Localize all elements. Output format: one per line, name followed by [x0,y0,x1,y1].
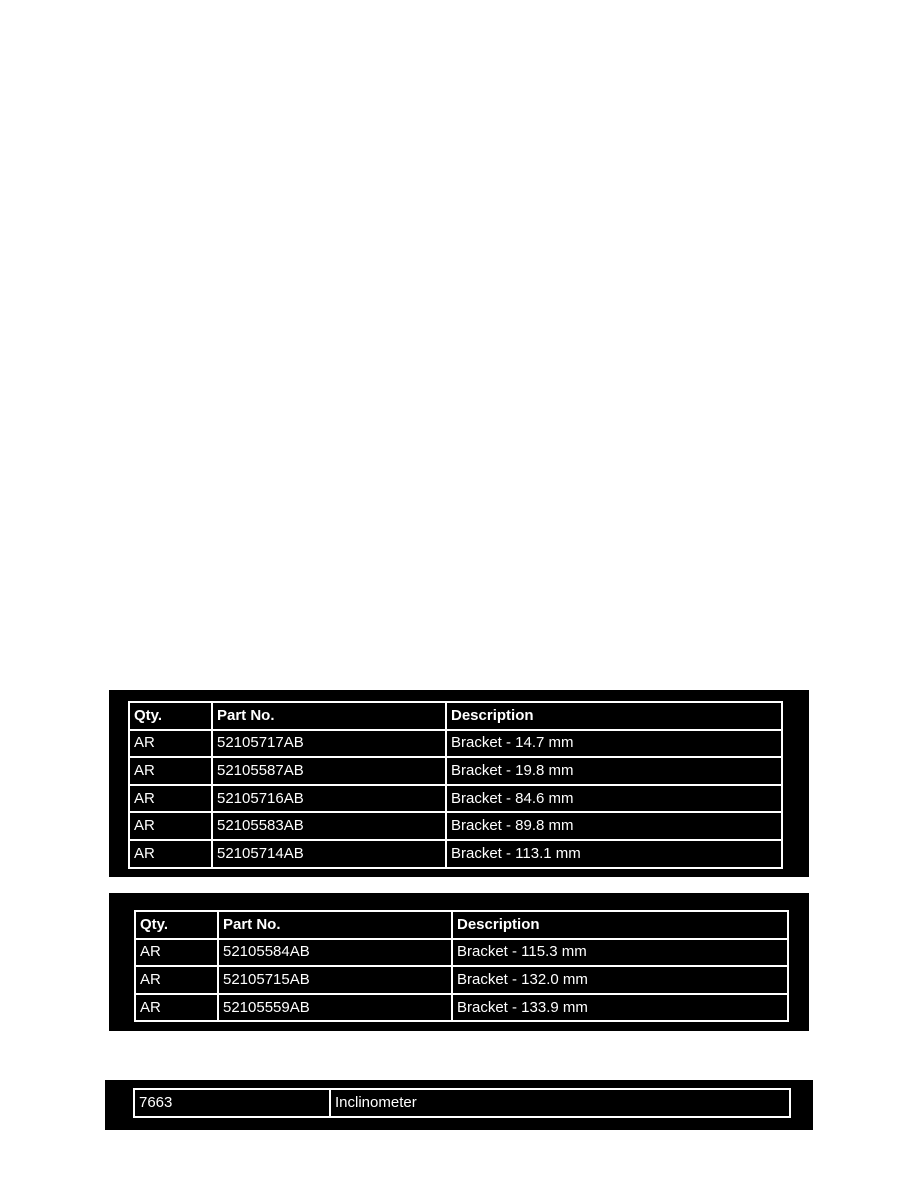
qty-cell: AR [129,757,212,785]
qty-cell: AR [135,994,218,1022]
tool-table [133,1088,791,1118]
description-cell: Bracket - 89.8 mm [446,812,782,840]
table-row [134,1089,790,1117]
part-no-header: Part No. [218,911,452,939]
tool-number-cell: 7663 [134,1089,330,1117]
tool-name-cell: Inclinometer [330,1089,790,1117]
part-no-cell: 52105559AB [218,994,452,1022]
qty-cell: AR [135,966,218,994]
description-cell: Bracket - 133.9 mm [452,994,788,1022]
description-cell: Bracket - 19.8 mm [446,757,782,785]
part-no-cell: 52105584AB [218,939,452,967]
qty-cell: AR [129,840,212,868]
table-row [129,812,782,840]
description-cell: Bracket - 113.1 mm [446,840,782,868]
part-no-cell: 52105587AB [212,757,446,785]
description-cell: Bracket - 115.3 mm [452,939,788,967]
description-header: Description [452,911,788,939]
qty-cell: AR [129,730,212,758]
part-no-cell: 52105716AB [212,785,446,813]
parts-table-panel-1 [109,690,809,877]
tool-table-panel [105,1080,813,1130]
table-header-row [135,911,788,939]
part-no-cell: 52105714AB [212,840,446,868]
qty-header: Qty. [135,911,218,939]
table-row [129,785,782,813]
part-no-header: Part No. [212,702,446,730]
description-header: Description [446,702,782,730]
table-row [129,840,782,868]
parts-table-1 [128,701,783,869]
table-row [129,757,782,785]
qty-header: Qty. [129,702,212,730]
table-row [135,994,788,1022]
parts-table-2 [134,910,789,1022]
part-no-cell: 52105583AB [212,812,446,840]
table-row [135,966,788,994]
table-header-row [129,702,782,730]
description-cell: Bracket - 132.0 mm [452,966,788,994]
parts-table-panel-2 [109,893,809,1031]
table-row [129,730,782,758]
description-cell: Bracket - 14.7 mm [446,730,782,758]
part-no-cell: 52105715AB [218,966,452,994]
qty-cell: AR [129,812,212,840]
table-row [135,939,788,967]
qty-cell: AR [129,785,212,813]
description-cell: Bracket - 84.6 mm [446,785,782,813]
part-no-cell: 52105717AB [212,730,446,758]
qty-cell: AR [135,939,218,967]
